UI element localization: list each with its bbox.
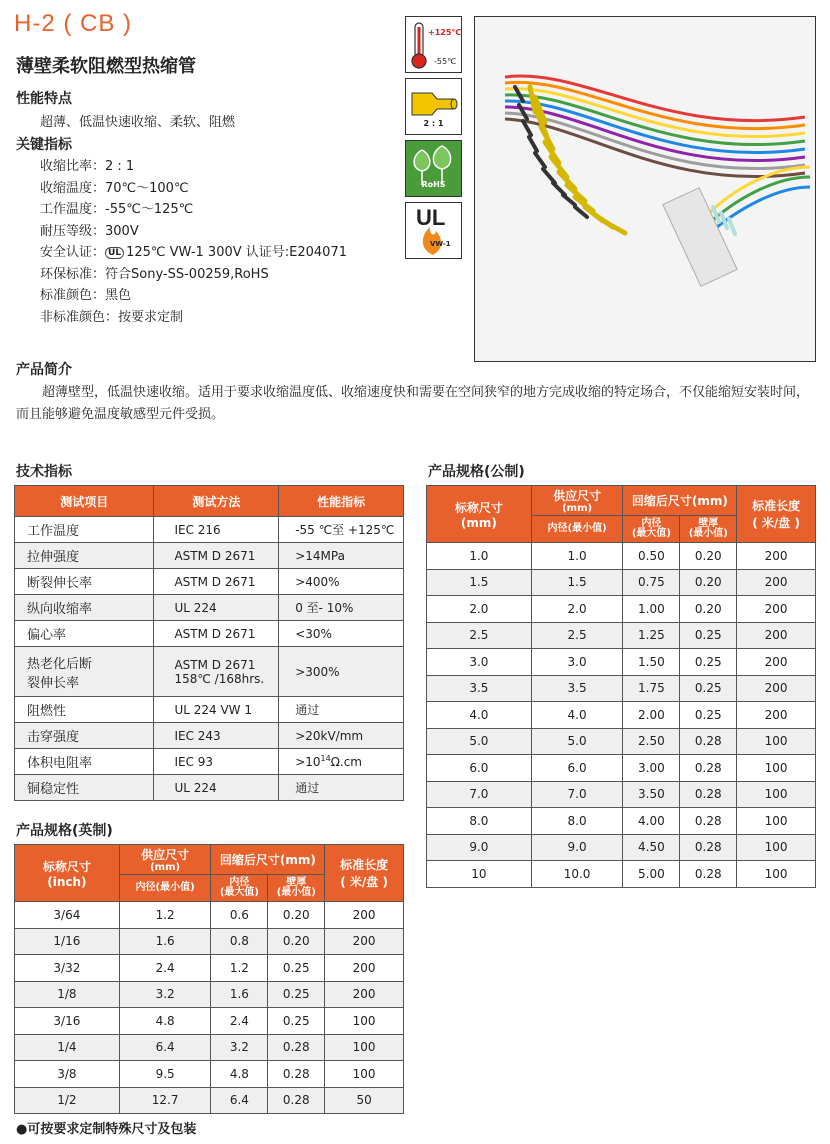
header-text: 内径 [641, 518, 662, 529]
table-cell: 4.0 [531, 702, 623, 729]
table-cell: 2.5 [427, 622, 532, 649]
header-text: 标准长度 [752, 499, 801, 513]
table-cell: 4.00 [623, 808, 680, 835]
table-cell: 6.0 [531, 755, 623, 782]
table-cell: 3.5 [427, 675, 532, 702]
table-cell: 3.2 [119, 981, 211, 1008]
table-cell: 2.4 [119, 955, 211, 982]
shrink-ratio-icon [405, 78, 462, 135]
table-row [427, 781, 816, 808]
header-unit: ( 米/盘 ) [752, 516, 800, 530]
cell-method: ASTM D 2671 [154, 621, 279, 647]
table-cell: 3.00 [623, 755, 680, 782]
table-cell: 0.28 [680, 755, 737, 782]
key-specs-heading: 关键指标 [16, 137, 72, 153]
table-cell: 1/2 [15, 1087, 120, 1114]
table-row [15, 517, 404, 543]
tech-table-heading: 技术指标 [16, 464, 72, 480]
table-cell: 1.2 [119, 902, 211, 929]
header-text: 壁厚 [698, 518, 719, 529]
table-cell: 9.0 [531, 834, 623, 861]
table-cell: 0.20 [680, 543, 737, 570]
table-row [427, 543, 816, 570]
header-text: 标称尺寸 [454, 500, 503, 515]
cell-method-line: 158℃ /168hrs. [174, 671, 265, 686]
footnote: ●可按要求定制特殊尺寸及包装 [16, 1122, 197, 1137]
cell-value: 通过 [279, 775, 404, 801]
table-cell: 200 [737, 649, 816, 676]
table-cell: 100 [325, 1061, 404, 1088]
col-header-nominal [427, 486, 532, 543]
table-cell: 1/16 [15, 928, 120, 955]
table-row [427, 596, 816, 623]
header-unit: (mm) [460, 515, 497, 530]
table-cell: 0.28 [268, 1087, 325, 1114]
header-unit: (最小值) [276, 887, 316, 898]
table-cell: 0.25 [680, 649, 737, 676]
cert-label: 安全认证： [40, 245, 106, 260]
table-cell: 5.0 [531, 728, 623, 755]
table-cell: 1/4 [15, 1034, 120, 1061]
table-row [15, 723, 404, 749]
table-cell: 0.8 [211, 928, 268, 955]
header-text: 标称尺寸 [42, 859, 91, 874]
cell-method: UL 224 [154, 775, 279, 801]
table-cell: 100 [737, 808, 816, 835]
value-exponent: 14 [320, 754, 331, 763]
cell-value: <30% [279, 621, 404, 647]
table-row [427, 675, 816, 702]
table-cell: 100 [325, 1008, 404, 1035]
header-unit: (mm) [150, 862, 181, 873]
product-name: 薄壁柔软阻燃型热缩管 [16, 56, 196, 77]
table-row [15, 595, 404, 621]
table-row [427, 808, 816, 835]
table-cell: 0.25 [680, 702, 737, 729]
metric-spec-table [426, 485, 816, 888]
table-cell: 1.0 [427, 543, 532, 570]
table-row [427, 702, 816, 729]
header-text: 内径 [229, 877, 250, 888]
table-cell: 1.75 [623, 675, 680, 702]
table-cell: 0.6 [211, 902, 268, 929]
table-row [15, 902, 404, 929]
imperial-table-heading: 产品规格(英制) [16, 823, 113, 839]
table-cell: 4.50 [623, 834, 680, 861]
cell-value: 通过 [279, 697, 404, 723]
table-cell: 0.28 [680, 781, 737, 808]
table-cell: 0.20 [268, 928, 325, 955]
table-cell: 8.0 [427, 808, 532, 835]
table-cell: 1.00 [623, 596, 680, 623]
table-cell: 100 [737, 755, 816, 782]
table-cell: 5.0 [427, 728, 532, 755]
features-text: 超薄、低温快速收缩、柔软、阻燃 [40, 115, 236, 130]
cell-item: 断裂伸长率 [15, 569, 154, 595]
table-cell: 200 [325, 955, 404, 982]
cell-value: -55 ℃至 +125℃ [279, 517, 404, 543]
table-row [15, 749, 404, 775]
ul-cert-icon: UL [105, 247, 124, 259]
spec-item: 标准颜色：黑色 [40, 288, 132, 303]
table-cell: 50 [325, 1087, 404, 1114]
spec-item-cert [40, 242, 347, 264]
metric-table-heading: 产品规格(公制) [428, 464, 525, 480]
table-cell: 0.28 [680, 834, 737, 861]
col-header-wall [680, 516, 737, 543]
table-cell: 4.0 [427, 702, 532, 729]
header-unit: (最大值) [631, 528, 671, 539]
table-cell: 3/64 [15, 902, 120, 929]
table-cell: 1.0 [531, 543, 623, 570]
table-cell: 1.5 [427, 569, 532, 596]
header-text: 供应尺寸 [553, 489, 602, 503]
cell-value: >20kV/mm [279, 723, 404, 749]
table-cell: 200 [325, 981, 404, 1008]
table-cell: 10.0 [531, 861, 623, 888]
cell-method-line: ASTM D 2671 [174, 657, 256, 672]
value-unit: Ω.cm [330, 755, 362, 769]
table-row [427, 755, 816, 782]
cell-method: ASTM D 2671 [154, 543, 279, 569]
table-cell: 3/8 [15, 1061, 120, 1088]
spec-item: 工作温度：-55℃～125℃ [40, 202, 194, 217]
cell-item: 工作温度 [15, 517, 154, 543]
table-cell: 0.28 [268, 1034, 325, 1061]
cell-item: 纵向收缩率 [15, 595, 154, 621]
header-unit: (inch) [47, 874, 87, 889]
ratio-label: 2 : 1 [423, 119, 444, 128]
table-cell: 0.20 [680, 596, 737, 623]
table-row [15, 1061, 404, 1088]
temperature-icon [405, 16, 462, 73]
ul-vw1-icon [405, 202, 462, 259]
table-cell: 0.25 [680, 622, 737, 649]
product-photo [474, 16, 816, 362]
table-row [15, 697, 404, 723]
cell-value: >400% [279, 569, 404, 595]
table-cell: 200 [325, 902, 404, 929]
cell-item: 击穿强度 [15, 723, 154, 749]
table-cell: 0.20 [268, 902, 325, 929]
imperial-spec-table [14, 844, 404, 1114]
col-header-recovered: 回缩后尺寸(mm) [211, 845, 325, 875]
spec-item: 环保标准：符合Sony-SS-00259,RoHS [40, 266, 269, 282]
col-header-length [737, 486, 816, 543]
cell-item [15, 647, 154, 697]
table-cell: 100 [737, 861, 816, 888]
table-cell: 12.7 [119, 1087, 211, 1114]
table-cell: 0.28 [680, 861, 737, 888]
table-cell: 0.75 [623, 569, 680, 596]
table-cell: 3.50 [623, 781, 680, 808]
col-header-supply-inner: 内径(最小值) [531, 516, 623, 543]
col-header-supply [119, 845, 211, 875]
imperial-table-body [15, 902, 404, 1114]
cell-method: IEC 243 [154, 723, 279, 749]
intro-text: 超薄壁型，低温快速收缩。适用于要求收缩温度低、收缩速度快和需要在空间狭窄的地方完成收缩的特定场合，不仅能缩短安装时间，而且能够避免温度敏感型元件受损。 [16, 385, 810, 422]
table-cell: 5.00 [623, 861, 680, 888]
features-heading: 性能特点 [16, 91, 72, 107]
table-cell: 2.4 [211, 1008, 268, 1035]
table-row [427, 649, 816, 676]
table-cell: 100 [325, 1034, 404, 1061]
metric-table-body [427, 543, 816, 888]
table-cell: 0.25 [268, 1008, 325, 1035]
spec-item: 收缩温度：70℃～100℃ [40, 180, 189, 196]
value-base: >10 [295, 755, 321, 769]
table-cell: 2.0 [531, 596, 623, 623]
table-cell: 2.0 [427, 596, 532, 623]
table-row [15, 543, 404, 569]
cell-item: 铜稳定性 [15, 775, 154, 801]
spec-item: 非标准颜色：按要求定制 [40, 309, 184, 325]
table-cell: 2.5 [531, 622, 623, 649]
cell-value [279, 749, 404, 775]
table-row [427, 622, 816, 649]
cell-item: 体积电阻率 [15, 749, 154, 775]
spec-item: 耐压等级：300V [40, 223, 139, 239]
col-header-supply [531, 486, 623, 516]
header-unit: ( 米/盘 ) [340, 875, 388, 889]
table-cell: 0.25 [268, 981, 325, 1008]
cell-item: 偏心率 [15, 621, 154, 647]
table-cell: 200 [737, 543, 816, 570]
table-cell: 2.50 [623, 728, 680, 755]
table-cell: 9.5 [119, 1061, 211, 1088]
cell-method: IEC 216 [154, 517, 279, 543]
table-cell: 200 [737, 702, 816, 729]
cell-item-line: 裂伸长率 [27, 675, 80, 691]
cell-method [154, 647, 279, 697]
table-cell: 1/8 [15, 981, 120, 1008]
col-header-test-item: 测试项目 [15, 486, 154, 517]
table-cell: 100 [737, 834, 816, 861]
product-model: H-2 ( CB ) [14, 10, 132, 37]
table-cell: 0.25 [268, 955, 325, 982]
table-cell: 200 [325, 928, 404, 955]
table-row [427, 861, 816, 888]
table-cell: 100 [737, 728, 816, 755]
table-row [15, 981, 404, 1008]
table-row [427, 569, 816, 596]
col-header-nominal [15, 845, 120, 902]
header-text: 标准长度 [340, 858, 389, 872]
table-cell: 3.0 [427, 649, 532, 676]
spec-item: 收缩比率：2 : 1 [40, 159, 135, 174]
table-cell: 200 [737, 569, 816, 596]
table-cell: 6.4 [211, 1087, 268, 1114]
cell-item-line: 热老化后断 [27, 656, 93, 672]
ul-logo-text: UL [416, 205, 446, 230]
table-cell: 1.6 [211, 981, 268, 1008]
header-unit: (最大值) [219, 887, 259, 898]
table-cell: 0.28 [268, 1061, 325, 1088]
col-header-wall [268, 875, 325, 902]
table-cell: 3.5 [531, 675, 623, 702]
vw1-label: VW-1 [430, 240, 451, 248]
intro-heading: 产品简介 [16, 362, 72, 378]
cell-item: 拉伸强度 [15, 543, 154, 569]
table-cell: 1.25 [623, 622, 680, 649]
table-cell: 0.25 [680, 675, 737, 702]
rohs-label: RoHS [421, 180, 446, 189]
table-cell: 1.5 [531, 569, 623, 596]
table-cell: 0.28 [680, 728, 737, 755]
header-text: 壁厚 [286, 877, 307, 888]
rohs-icon [405, 140, 462, 197]
table-cell: 8.0 [531, 808, 623, 835]
table-cell: 1.6 [119, 928, 211, 955]
table-cell: 0.50 [623, 543, 680, 570]
table-cell: 3/32 [15, 955, 120, 982]
table-row [15, 955, 404, 982]
cell-method: ASTM D 2671 [154, 569, 279, 595]
cell-method: UL 224 VW 1 [154, 697, 279, 723]
table-cell: 200 [737, 596, 816, 623]
table-cell: 0.20 [680, 569, 737, 596]
table-row [15, 621, 404, 647]
tech-spec-table [14, 485, 404, 801]
cell-method: UL 224 [154, 595, 279, 621]
table-row [15, 569, 404, 595]
table-row [15, 1087, 404, 1114]
table-row [15, 928, 404, 955]
table-cell: 9.0 [427, 834, 532, 861]
table-cell: 7.0 [427, 781, 532, 808]
temp-low-label: -55℃ [434, 57, 457, 66]
table-cell: 1.50 [623, 649, 680, 676]
table-cell: 4.8 [211, 1061, 268, 1088]
header-unit: (最小值) [688, 528, 728, 539]
table-cell: 2.00 [623, 702, 680, 729]
col-header-supply-inner: 内径(最小值) [119, 875, 211, 902]
table-row [15, 1008, 404, 1035]
table-cell: 0.28 [680, 808, 737, 835]
table-cell: 3.2 [211, 1034, 268, 1061]
header-unit: (mm) [562, 503, 593, 514]
cell-value: 0 至- 10% [279, 595, 404, 621]
col-header-performance: 性能指标 [279, 486, 404, 517]
cert-text: 125℃ VW-1 300V 认证号:E204071 [126, 245, 347, 260]
table-row [427, 834, 816, 861]
table-cell: 10 [427, 861, 532, 888]
key-specs-list [40, 156, 347, 328]
table-cell: 100 [737, 781, 816, 808]
table-cell: 7.0 [531, 781, 623, 808]
table-row [15, 1034, 404, 1061]
table-row [15, 647, 404, 697]
table-cell: 1.2 [211, 955, 268, 982]
col-header-test-method: 测试方法 [154, 486, 279, 517]
table-cell: 6.0 [427, 755, 532, 782]
col-header-length [325, 845, 404, 902]
cell-method: IEC 93 [154, 749, 279, 775]
col-header-recovered: 回缩后尺寸(mm) [623, 486, 737, 516]
table-cell: 4.8 [119, 1008, 211, 1035]
table-row [427, 728, 816, 755]
table-cell: 200 [737, 675, 816, 702]
table-cell: 3.0 [531, 649, 623, 676]
cell-item: 阻燃性 [15, 697, 154, 723]
table-cell: 6.4 [119, 1034, 211, 1061]
temp-high-label: +125℃ [428, 28, 462, 37]
table-cell: 200 [737, 622, 816, 649]
cell-value: >300% [279, 647, 404, 697]
cell-value: >14MPa [279, 543, 404, 569]
table-cell: 3/16 [15, 1008, 120, 1035]
col-header-inner [623, 516, 680, 543]
header-text: 供应尺寸 [141, 848, 190, 862]
col-header-inner [211, 875, 268, 902]
table-row [15, 775, 404, 801]
